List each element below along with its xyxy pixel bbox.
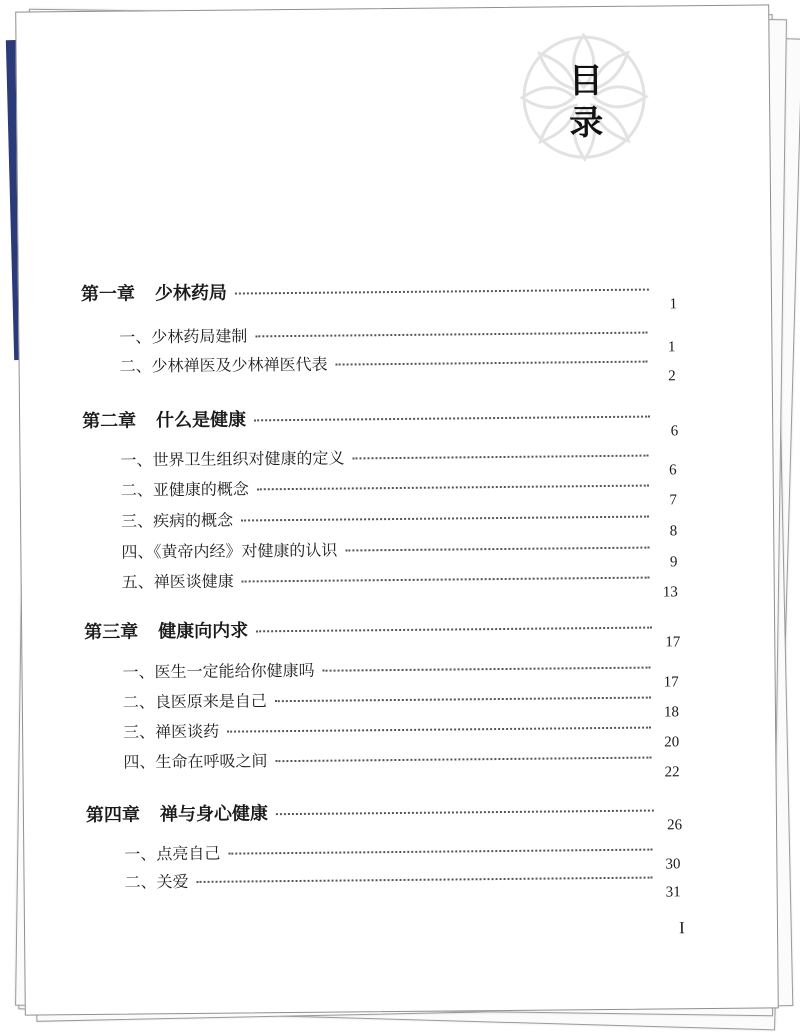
toc-section[interactable] xyxy=(121,503,678,540)
chapter-number: 第三章 xyxy=(84,621,139,644)
page-number: 18 xyxy=(663,704,680,721)
folio-page-number: I xyxy=(678,918,685,938)
toc-section[interactable] xyxy=(123,714,680,751)
toc-section[interactable] xyxy=(119,348,676,385)
chapter-number: 第二章 xyxy=(82,410,137,433)
toc-section[interactable] xyxy=(121,534,678,571)
dot-leader xyxy=(227,727,651,733)
section-title: 一、医生一定能给你健康吗 xyxy=(122,660,315,682)
page-number: 20 xyxy=(664,734,680,751)
page-number: 1 xyxy=(669,296,678,313)
toc-section[interactable] xyxy=(122,654,679,691)
section-title: 二、良医原来是自己 xyxy=(122,691,267,712)
dot-leader xyxy=(275,697,651,703)
page-number: 31 xyxy=(665,884,681,901)
toc-section[interactable] xyxy=(123,744,680,781)
toc-section[interactable] xyxy=(119,319,676,356)
dot-leader xyxy=(257,485,649,491)
page-number: 9 xyxy=(669,554,678,571)
toc-title-char-2: 录 xyxy=(569,103,604,144)
chapter-title: 健康向内求 xyxy=(158,620,249,643)
toc-section[interactable] xyxy=(124,836,681,873)
page-number: 6 xyxy=(670,423,679,440)
page-number: 2 xyxy=(668,368,676,385)
section-title: 三、疾病的概念 xyxy=(121,510,234,531)
page-number: 17 xyxy=(663,674,679,691)
toc-section[interactable] xyxy=(121,564,678,601)
section-title: 三、禅医谈药 xyxy=(123,721,220,742)
page-number: 8 xyxy=(669,523,678,540)
dot-leader xyxy=(336,361,648,366)
section-title: 二、少林禅医及少林禅医代表 xyxy=(119,354,328,376)
page-number: 1 xyxy=(667,339,676,356)
section-title: 四、《黄帝内经》对健康的认识 xyxy=(121,540,338,562)
page-number: 13 xyxy=(662,584,678,601)
page-number: 30 xyxy=(665,856,681,873)
chapter-title: 什么是健康 xyxy=(156,409,247,432)
toc-section[interactable] xyxy=(122,684,680,721)
toc-title-char-1: 目 xyxy=(568,61,604,102)
dot-leader xyxy=(242,577,650,583)
dot-leader xyxy=(276,810,654,816)
page-number: 26 xyxy=(666,817,683,834)
toc-chapter-4[interactable] xyxy=(85,795,683,834)
chapter-number: 第一章 xyxy=(80,283,136,306)
page-number: 22 xyxy=(664,764,680,781)
page-number: 17 xyxy=(665,634,681,651)
dot-leader xyxy=(254,416,650,422)
chapter-title: 少林药局 xyxy=(154,282,228,305)
toc-section[interactable] xyxy=(120,442,677,479)
dot-leader xyxy=(255,332,647,338)
page-number: 7 xyxy=(669,492,677,509)
table-of-contents xyxy=(16,5,778,1014)
dot-leader xyxy=(275,757,651,763)
dot-leader xyxy=(353,455,649,460)
dot-leader xyxy=(241,516,649,522)
toc-page xyxy=(15,4,779,1015)
toc-chapter-1[interactable] xyxy=(80,274,678,313)
section-title: 一、世界卫生组织对健康的定义 xyxy=(120,448,345,470)
section-title: 二、关爱 xyxy=(124,872,189,892)
chapter-title: 禅与身心健康 xyxy=(159,803,269,826)
section-title: 五、禅医谈健康 xyxy=(121,571,234,592)
dot-leader xyxy=(345,547,649,552)
section-title: 四、生命在呼吸之间 xyxy=(123,751,268,772)
dot-leader xyxy=(256,627,652,633)
dot-leader xyxy=(323,667,651,672)
toc-section[interactable] xyxy=(120,472,677,509)
chapter-number: 第四章 xyxy=(85,804,141,826)
section-title: 一、少林药局建制 xyxy=(119,326,248,347)
dot-leader xyxy=(197,877,653,883)
toc-chapter-2[interactable] xyxy=(82,401,679,440)
dot-leader xyxy=(235,289,649,295)
toc-chapter-3[interactable] xyxy=(84,612,681,651)
dot-leader xyxy=(228,849,652,855)
section-title: 一、点亮自己 xyxy=(124,843,221,864)
section-title: 二、亚健康的概念 xyxy=(120,479,249,500)
page-number: 6 xyxy=(669,462,677,479)
